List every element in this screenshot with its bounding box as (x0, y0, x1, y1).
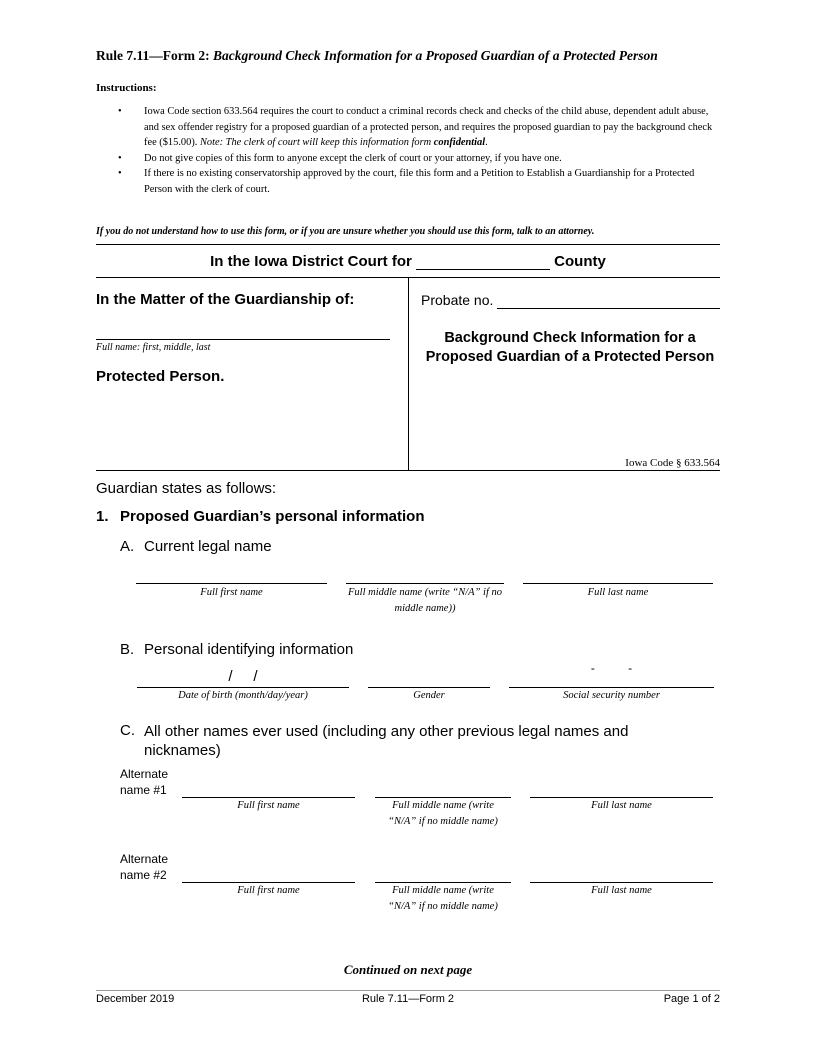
instruction-item-3: • If there is no existing conservatorship approved by the court, file this form and a Petition to Establish a Guardianship for a Protected Person with the clerk of court. (118, 166, 718, 197)
dob-label: Date of birth (month/day/year) (178, 690, 308, 701)
attorney-note: If you do not understand how to use this form, or if you are unsure whether you should use this form, talk to an attorney. (96, 226, 595, 237)
ssn-separators: - - (590, 661, 633, 675)
ssn-label: Social security number (563, 690, 660, 701)
court-suffix: County (554, 253, 606, 270)
section-c-letter: C. (120, 722, 135, 739)
guardian-intro: Guardian states as follows: (96, 480, 277, 497)
court-heading (96, 253, 720, 270)
section-a-letter: A. (120, 538, 135, 555)
alt2-last-name-label: Full last name (591, 885, 652, 896)
county-field[interactable] (416, 255, 550, 270)
instruction-item-2: • Do not give copies of this form to anyone except the clerk of court or your attorney, if you have one. (118, 151, 718, 167)
instructions-list (118, 104, 718, 198)
instruction-1-note-bold: confidential (433, 137, 486, 149)
footer-rule-label: Rule 7.11—Form 2 (361, 993, 455, 1005)
footer-page: Page 1 of 2 (663, 993, 720, 1005)
instructions-heading: Instructions: (96, 82, 157, 94)
alt2-middle-name-label: Full middle name (write “N/A” if no middle name) (388, 885, 498, 912)
caption-top-rule (96, 244, 720, 245)
first-name-label: Full first name (200, 587, 263, 598)
section-b-letter: B. (120, 641, 135, 658)
instruction-1-end: . (485, 137, 488, 149)
protected-person-label: Protected Person. (96, 368, 225, 385)
section-b-title: Personal identifying information (144, 641, 354, 658)
caption-divider (408, 277, 409, 470)
continued-note: Continued on next page (343, 962, 473, 977)
footer-rule (96, 990, 720, 991)
middle-name-field[interactable] (346, 583, 504, 584)
footer-date: December 2019 (96, 993, 175, 1005)
dob-separators: / / (228, 668, 258, 685)
first-name-field[interactable] (136, 583, 327, 584)
form-title (96, 48, 658, 64)
section-c-title: All other names ever used (including any other previous legal names and nicknames) (144, 723, 629, 759)
matter-heading: In the Matter of the Guardianship of: (96, 291, 355, 308)
probate-label: Probate no. (421, 292, 494, 308)
alt2-first-name-label: Full first name (237, 885, 300, 896)
full-name-label: Full name: first, middle, last (96, 342, 211, 353)
caption-bottom-rule (96, 470, 720, 471)
gender-label: Gender (413, 690, 445, 701)
code-reference: Iowa Code § 633.564 (625, 457, 720, 469)
alternate-name-2-label: Alternate name #2 (120, 852, 169, 882)
middle-name-label: Full middle name (write “N/A” if no middle name)) (348, 587, 502, 614)
section-1-number: 1. (96, 508, 109, 525)
document-title: Background Check Information for a Proposed Guardian of a Protected Person (425, 330, 715, 365)
section-1-title: Proposed Guardian’s personal information (120, 508, 425, 525)
last-name-field[interactable] (523, 583, 713, 584)
alt1-middle-name-label: Full middle name (write “N/A” if no middle name) (388, 800, 498, 827)
alt1-first-name-label: Full first name (237, 800, 300, 811)
alternate-name-1-label: Alternate name #1 (120, 767, 169, 797)
instruction-1-note: Note: The clerk of court will keep this information form (199, 137, 432, 149)
protected-person-name-field[interactable] (96, 339, 390, 340)
form-title-italic: Background Check Information for a Proposed Guardian of a Protected Person (213, 48, 658, 63)
section-a-title: Current legal name (144, 538, 272, 555)
form-title-prefix: Rule 7.11—Form 2: (96, 48, 210, 63)
instruction-1-text: Iowa Code section 633.564 requires the court to conduct a criminal records check and checks of the child abuse, dependent adult abuse, and sex offender registry for a proposed guardian of a protected person, and requires the proposed guardian to pay the background check fee ($15.00). (144, 106, 713, 149)
last-name-label: Full last name (587, 587, 649, 598)
alt1-last-name-label: Full last name (591, 800, 652, 811)
probate-number-field[interactable] (497, 308, 720, 309)
instruction-item-1 (118, 104, 718, 151)
court-prefix: In the Iowa District Court for (210, 253, 412, 270)
